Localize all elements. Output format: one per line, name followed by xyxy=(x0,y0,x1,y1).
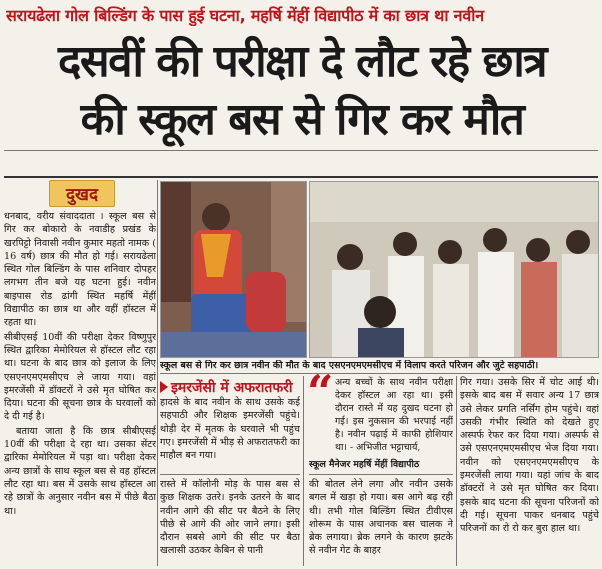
section-badge xyxy=(8,180,156,206)
badge-label: दुखद xyxy=(49,180,115,207)
photo-caption: स्कूल बस से गिर कर छात्र नवीन की मौत के बाद एसएनएमएमसीएच में विलाप करते परिजन और जुटे सहपाठी। xyxy=(160,360,539,371)
kicker-line: सरायढेला गोल बिल्डिंग के पास हुई घटना, महर्षि मेंहीं विद्यापीठ में का छात्र था नवीन xyxy=(6,6,484,25)
article-column-3: की बोतल लेने लगा और नवीन उसके बगल में खड़ा हो गया। बस आगे बढ़ रही थी। तभी गोल बिल्डिंग स्थित टीवीएस शोरूम के पास अचानक बस चालक ने ब्रेक लगाया। ब्रेक लगने के कारण झटके से नवीन गेट के बाहर xyxy=(309,479,453,557)
headline-line-1: दसवीं की परीक्षा दे लौट रहे छात्र xyxy=(57,36,547,87)
news-photo-student xyxy=(160,181,307,358)
quote-divider xyxy=(309,474,453,475)
quote-mark-icon: “ xyxy=(307,365,334,419)
photo-illustration xyxy=(161,182,307,358)
subheading: इमरजेंसी में अफरातफरी xyxy=(160,378,300,397)
paragraph: सीबीएसई 10वीं की परीक्षा देकर विष्णुपुर स्थित द्वारिका मेमोरियल से हॉस्टल लौट रहा था। घटना के बाद छात्र को इलाज के लिए एसएनएमएमसीएच ले जाया गया। वहां इमरजेंसी में डॉक्टरों ने उसे मृत घोषित कर दिया। घटना की सूचना छात्र के घरवालों को दे दी गई है। xyxy=(4,331,156,423)
section-rule xyxy=(4,176,598,178)
pull-quote-text: अन्य बच्चों के साथ नवीन परीक्षा देकर हॉस्टल आ रहा था। इसी दौरान रास्ते में यह दुखद घटना हो गई। इस नुकसान की भरपाई नहीं है। नवीन पढ़ाई में काफी होशियार था। - अभिजीत भट्टाचार्य, xyxy=(335,377,453,453)
pull-quote-attribution: स्कूल मैनेजर महर्षि मेंहीं विद्यापीठ xyxy=(309,459,420,470)
article-column-1 xyxy=(4,210,156,566)
column-divider xyxy=(157,180,158,566)
column-divider xyxy=(456,376,457,566)
paragraph: बताया जाता है कि छात्र सीबीएसई 10वीं की परीक्षा दे रहा था। उसका सेंटर द्वारिका मेमोरियल में पड़ा था। परीक्षा देकर अन्य छात्रों के साथ स्कूल बस से वह हॉस्टल लौट रहा था। बस में उसके साथ हॉस्टल आ रहे छात्रों के अनुसार नवीन बस में पीछे बैठा था। xyxy=(4,425,156,517)
caption-divider xyxy=(160,373,599,374)
paragraph: धनबाद, वरीय संवाददाता । स्कूल बस से गिर कर बोकारो के नवाडीह प्रखंड के खरपिट्टो निवासी नवीन कुमार महतो नामक ( 16 वर्ष) छात्र की मौत हो गई। सरायढेला स्थित गोल बिल्डिंग के पास शनिवार दोपहर लगभग तीन बजे यह घटना हुई। नवीन बाइपास रोड ढांगी स्थित महर्षि मेंहीं विद्यापीठ का छात्र था और वहीं हॉस्टल में रहता था। xyxy=(4,211,156,329)
photo-illustration xyxy=(310,182,599,358)
box-divider xyxy=(160,474,300,475)
subheading-box-text: हादसे के बाद नवीन के साथ उसके कई सहपाठी और शिक्षक इमरजेंसी पहुंचे। थोड़ी देर में मृतक के घरवाले भी पहुंच गए। इमरजेंसी में भीड़ से अफरातफरी का माहौल बन गया। xyxy=(160,397,300,462)
headline-line-2: की स्कूल बस से गिर कर मौत xyxy=(80,94,524,145)
news-photo-crowd xyxy=(309,181,599,358)
column-divider xyxy=(303,376,304,566)
article-column-4: गिर गया। उसके सिर में चोट आई थी। इसके बाद बस में सवार अन्य 17 छात्र उसे लेकर प्रगति नर्सिंग होम पहुंचे। वहां उसकी गंभीर स्थिति को देखते हुए अस्पर्फ रेफर कर दिया गया। अस्पर्फ से उसे एसएनएमएमसीएच भेज दिया गया। नवीन को एसएनएमएमसीएच के इमरजेंसी लाया गया। यहां जांच के बाद डॉक्टरों ने उसे मृत घोषित कर दिया। इसके बाद घटना की सूचना परिजनों को दी गई। सूचना पाकर धनबाद पहुंचे परिजनों का रो रो कर बुरा हाल था। xyxy=(460,377,599,535)
headline-divider xyxy=(4,150,598,151)
article-column-2: रास्ते में कॉलोनी मोड़ के पास बस से कुछ शिक्षक उतरे। इनके उतरने के बाद नवीन आगे की सीट पर बैठने के लिए पीछे से आगे की ओर जाने लगा। इसी दौरान सबसे आगे की सीट पर बैठा खलासी उठकर केबिन से पानी xyxy=(160,479,300,557)
